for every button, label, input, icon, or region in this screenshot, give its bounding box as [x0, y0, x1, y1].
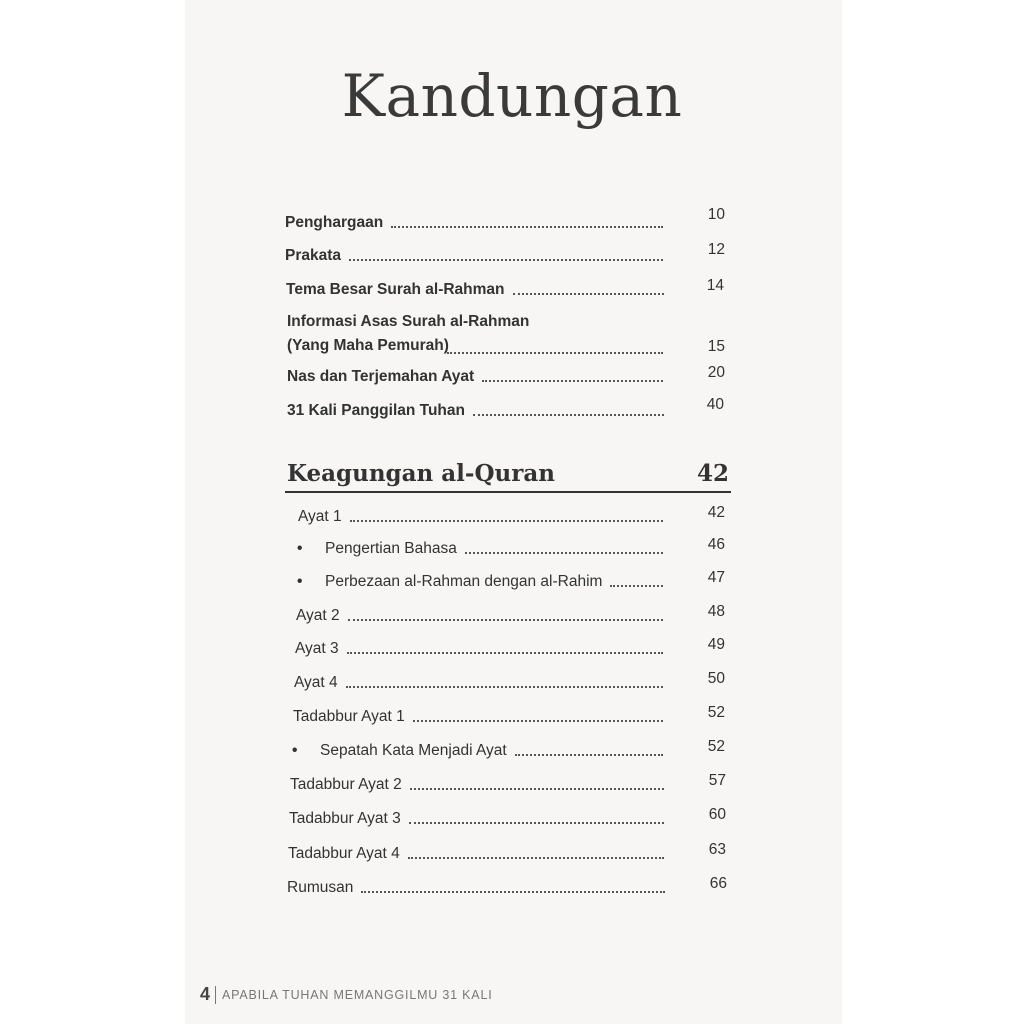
toc-leader	[347, 652, 663, 654]
toc-entry-page: 47	[707, 569, 725, 586]
toc-entry	[296, 603, 725, 625]
toc-entry-label: Nas dan Terjemahan Ayat	[287, 368, 475, 385]
toc-entry-label: Ayat 4	[294, 674, 338, 691]
toc-entry-label-line2: (Yang Maha Pemurah)	[287, 337, 449, 354]
toc-leader	[482, 380, 663, 382]
toc-leader	[361, 891, 665, 893]
toc-entry	[287, 875, 727, 897]
toc-entry	[297, 569, 725, 591]
toc-entry	[285, 206, 725, 232]
toc-entry-label	[292, 742, 507, 760]
toc-entry	[285, 241, 725, 265]
toc-entry-page: 60	[708, 806, 726, 823]
toc-leader	[473, 414, 664, 416]
toc-entry	[295, 636, 725, 658]
toc-entry-page: 14	[706, 277, 724, 294]
toc-entry	[289, 806, 726, 828]
toc-entry-label: Ayat 1	[298, 508, 342, 525]
footer-book-title: APABILA TUHAN MEMANGGILMU 31 KALI	[222, 987, 493, 1002]
toc-leader	[408, 857, 664, 859]
toc-entry-page: 52	[707, 704, 725, 721]
toc-entry	[287, 364, 725, 386]
toc-entry-page: 10	[707, 206, 725, 223]
toc-entry-label: Tema Besar Surah al-Rahman	[286, 281, 505, 298]
toc-leader	[348, 619, 663, 621]
toc-entry	[287, 396, 724, 420]
toc-entry-label-text: Sepatah Kata Menjadi Ayat	[320, 742, 507, 759]
toc-leader	[409, 822, 664, 824]
toc-entry-page: 40	[706, 396, 724, 413]
toc-entry-page: 57	[708, 772, 726, 789]
toc-entry-label-line1: Informasi Asas Surah al-Rahman	[287, 313, 530, 330]
toc-leader	[391, 226, 663, 228]
toc-entry	[288, 841, 726, 863]
toc-entry-label-text: Pengertian Bahasa	[325, 540, 457, 557]
toc-entry	[293, 704, 725, 726]
bullet: •	[292, 742, 298, 759]
toc-leader	[350, 520, 663, 522]
toc-entry-page: 12	[707, 241, 725, 258]
toc-leader	[465, 552, 663, 554]
page-title: Kandungan	[341, 62, 683, 130]
toc-entry-label: Penghargaan	[285, 214, 384, 231]
toc-entry-page: 63	[708, 841, 726, 858]
toc-entry-page: 46	[707, 536, 725, 553]
toc-entry-label: Ayat 2	[296, 607, 340, 624]
toc-leader	[346, 686, 663, 688]
toc-entry	[297, 536, 725, 558]
toc-entry-page: 20	[707, 364, 725, 381]
toc-entry-label: Tadabbur Ayat 3	[289, 810, 401, 827]
toc-entry-label: Rumusan	[287, 879, 354, 896]
toc-leader	[515, 754, 663, 756]
toc-entry-page: 50	[707, 670, 725, 687]
toc-entry-label: Tadabbur Ayat 4	[288, 845, 400, 862]
toc-leader	[447, 352, 663, 354]
toc-entry-label	[297, 573, 602, 591]
toc-entry-page: 49	[707, 636, 725, 653]
bullet: •	[297, 573, 303, 590]
toc-entry-label: 31 Kali Panggilan Tuhan	[287, 402, 465, 419]
section-page: 42	[696, 460, 729, 487]
section-heading	[285, 455, 731, 493]
toc-leader	[410, 788, 664, 790]
toc-entry-label: Tadabbur Ayat 2	[290, 776, 402, 793]
toc-entry-page: 15	[707, 338, 725, 355]
toc-leader	[610, 585, 663, 587]
section-title: Keagungan al-Quran	[287, 460, 555, 487]
toc-leader	[413, 720, 663, 722]
toc-entry	[287, 310, 725, 358]
toc-entry-label: Tadabbur Ayat 1	[293, 708, 405, 725]
toc-entry	[292, 738, 725, 760]
toc-entry	[294, 670, 725, 692]
toc-entry	[298, 504, 725, 526]
toc-entry-page: 48	[707, 603, 725, 620]
footer-separator	[215, 986, 216, 1004]
toc-entry	[286, 277, 724, 299]
toc-entry-page: 42	[707, 504, 725, 521]
footer-page-number: 4	[200, 984, 211, 1004]
toc-entry-page: 52	[707, 738, 725, 755]
toc-entry	[290, 772, 726, 794]
toc-entry-label	[287, 310, 529, 358]
toc-entry-label	[297, 540, 457, 558]
toc-entry-label: Prakata	[285, 247, 342, 264]
toc-entry-label: Ayat 3	[295, 640, 339, 657]
toc-leader	[513, 293, 664, 295]
page-footer	[200, 984, 492, 1005]
toc-entry-label-text: Perbezaan al-Rahman dengan al-Rahim	[325, 573, 603, 590]
bullet: •	[297, 540, 303, 557]
toc-leader	[349, 259, 663, 261]
toc-entry-page: 66	[709, 875, 727, 892]
